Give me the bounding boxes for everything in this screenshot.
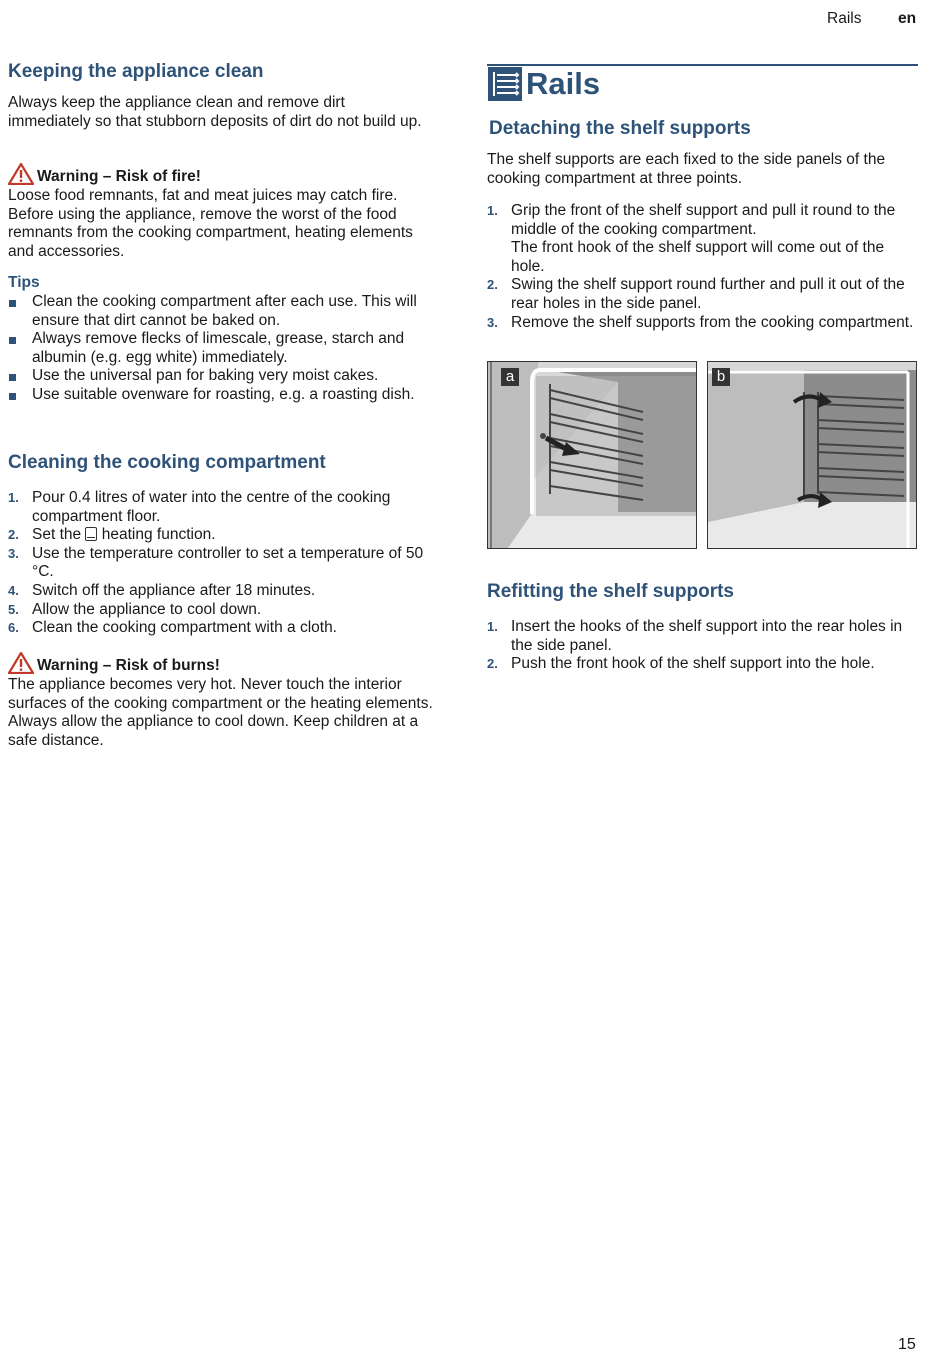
detach-steps xyxy=(487,202,917,332)
figure-a xyxy=(487,361,697,549)
warning-burns-title xyxy=(8,652,220,676)
list-item: 6. Clean the cooking compartment with a cloth. xyxy=(8,619,337,637)
rails-title-bar xyxy=(487,64,918,106)
bottom-heat-icon xyxy=(85,527,97,541)
warning-icon xyxy=(8,163,34,185)
list-item: 4. Switch off the appliance after 18 minutes. xyxy=(8,581,316,599)
list-item: Clean the cooking compartment after each use. This will ensure that dirt cannot be baked on. xyxy=(8,293,438,330)
tips-heading: Tips xyxy=(8,274,40,291)
rails-icon xyxy=(488,67,522,101)
list-item: 2. Swing the shelf support round further and pull it out of the rear holes in the side panel. xyxy=(487,276,905,312)
chapter-title: Rails xyxy=(526,66,601,101)
heading-detaching: Detaching the shelf supports xyxy=(489,118,751,139)
cleaning-steps xyxy=(8,489,438,638)
page-header xyxy=(820,8,920,28)
warning-burns-text: The appliance becomes very hot. Never touch the interior surfaces of the cooking compartment or the heating elements. Always allow the appliance to cool down. Keep children at a safe distance. xyxy=(8,676,433,749)
list-item: 1. Pour 0.4 litres of water into the centre of the cooking compartment floor. xyxy=(8,489,391,525)
heading-keeping-clean: Keeping the appliance clean xyxy=(8,61,264,82)
list-item: 5. Allow the appliance to cool down. xyxy=(8,600,262,618)
figure-a-illustration xyxy=(488,362,696,548)
refit-steps xyxy=(487,618,917,674)
figure-b-illustration xyxy=(708,362,916,548)
warning-fire-title xyxy=(8,163,201,187)
warning-fire-label: Warning – Risk of fire! xyxy=(37,168,201,185)
list-item: 3. Remove the shelf supports from the cooking compartment. xyxy=(487,313,914,331)
warning-icon xyxy=(8,652,34,674)
list-item: Always remove flecks of limescale, grease, starch and albumin (e.g. egg white) immediately. xyxy=(8,330,438,367)
figure-b-label: b xyxy=(712,368,730,386)
figure-a-label: a xyxy=(501,368,519,386)
list-item: Use the universal pan for baking very moist cakes. xyxy=(8,367,438,386)
list-item: 1. Grip the front of the shelf support and pull it round to the middle of the cooking compartment. The front hook of the shelf support will come out of the hole. xyxy=(487,202,896,275)
header-language: en xyxy=(898,10,917,27)
clean-intro: Always keep the appliance clean and remove dirt immediately so that stubborn deposits of dirt do not build up. xyxy=(8,94,422,130)
warning-burns-label: Warning – Risk of burns! xyxy=(37,657,220,674)
detach-intro: The shelf supports are each fixed to the side panels of the cooking compartment at three points. xyxy=(487,151,886,187)
tips-list xyxy=(8,293,438,405)
list-item: 3. Use the temperature controller to set a temperature of 50 °C. xyxy=(8,544,424,581)
warning-fire-text: Loose food remnants, fat and meat juices may catch fire. Before using the appliance, remove the worst of the food remnants from the cooking compartment, heating elements and accessories. xyxy=(8,187,413,260)
list-item: 2. Push the front hook of the shelf support into the hole. xyxy=(487,655,875,673)
page-number: 15 xyxy=(898,1336,916,1353)
list-item: Use suitable ovenware for roasting, e.g. a roasting dish. xyxy=(8,386,438,405)
heading-cleaning-compartment: Cleaning the cooking compartment xyxy=(8,452,326,473)
heading-refitting: Refitting the shelf supports xyxy=(487,581,734,602)
list-item: 2. Set the heating function. xyxy=(8,526,216,544)
figure-b xyxy=(707,361,917,549)
header-section-title: Rails xyxy=(827,10,862,27)
list-item: 1. Insert the hooks of the shelf support into the rear holes in the side panel. xyxy=(487,618,903,654)
